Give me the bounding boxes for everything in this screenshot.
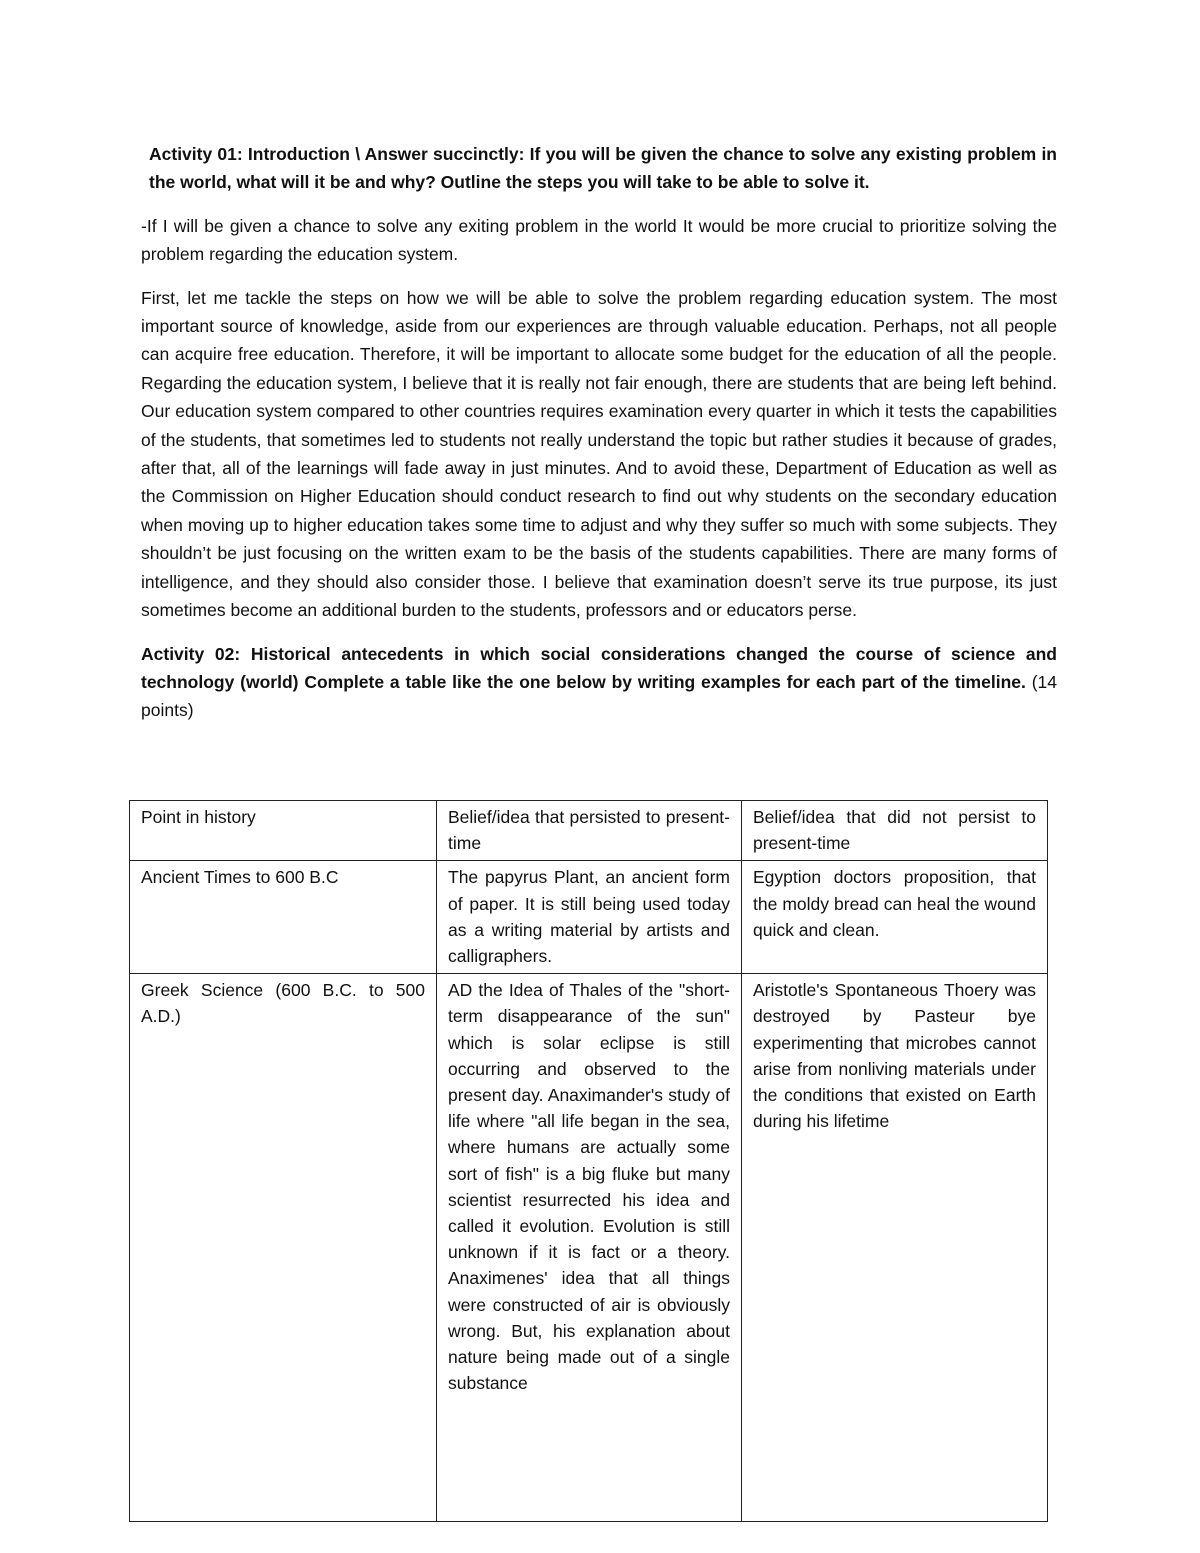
activity2-points: (14 points)	[141, 671, 1057, 721]
activity1-answer-intro: -If I will be given a chance to solve any exiting problem in the world It would be more crucial to prioritize solving the problem regarding the education system.	[141, 215, 1057, 265]
activity1-heading: Activity 01: Introduction \ Answer succinctly: If you will be given the chance to solve any existing problem in the world, what will it be and why? Outline the steps you will take to be able to solve it.	[149, 144, 1057, 193]
table-header-row	[130, 801, 1048, 861]
table-row	[130, 861, 1048, 974]
cell-not-persisted: Egyption doctors proposition, that the moldy bread can heal the wound quick and clean.	[742, 861, 1048, 974]
cell-period: Ancient Times to 600 B.C	[130, 861, 437, 974]
cell-persisted: The papyrus Plant, an ancient form of paper. It is still being used today as a writing material by artists and calligraphers.	[437, 861, 742, 974]
cell-persisted: AD the Idea of Thales of the "short-term disappearance of the sun" which is solar eclipse is still occurring and observed to the present day. Anaximander's study of life where "all life began in the sea, where humans are actually some sort of fish" is a big fluke but many scientist resurrected his idea and called it evolution. Evolution is still unknown if it is fact or a theory. Anaximenes' idea that all things were constructed of air is obviously wrong. But, his explanation about nature being made out of a single substance	[437, 974, 742, 1522]
timeline-table	[129, 800, 1048, 1522]
activity1-answer-body: First, let me tackle the steps on how we will be able to solve the problem regarding education system. The most important source of knowledge, aside from our experiences are through valuable education. Perhaps, not all people can acquire free education. Therefore, it will be important to allocate some budget for the education of all the people. Regarding the education system, I believe that it is really not fair enough, there are students that are being left behind. Our education system compared to other countries requires examination every quarter in which it tests the capabilities of the students, that sometimes led to students not really understand the topic but rather studies it because of grades, after that, all of the learnings will fade away in just minutes. And to avoid these, Department of Education as well as the Commission on Higher Education should conduct research to find out why students on the secondary education when moving up to higher education takes some time to adjust and why they suffer so much with some subjects. They shouldn’t be just focusing on the written exam to be the basis of the students capabilities. There are many forms of intelligence, and they should also consider those. I believe that examination doesn’t serve its true purpose, its just sometimes become an additional burden to the students, professors and or educators perse.	[141, 287, 1057, 621]
cell-period: Greek Science (600 B.C. to 500 A.D.)	[130, 974, 437, 1522]
header-persisted: Belief/idea that persisted to present-time	[437, 801, 742, 861]
table-row	[130, 974, 1048, 1522]
header-not-persisted: Belief/idea that did not persist to present-time	[742, 801, 1048, 861]
cell-not-persisted: Aristotle's Spontaneous Thoery was destroyed by Pasteur bye experimenting that microbes cannot arise from nonliving materials under the conditions that existed on Earth during his lifetime	[742, 974, 1048, 1522]
header-point-in-history: Point in history	[130, 801, 437, 861]
activity2-heading	[141, 640, 1057, 725]
activity2-heading-text: Activity 02: Historical antecedents in which social considerations changed the course of science and technology (world) Complete a table like the one below by writing examples for each part of the timeline.	[141, 643, 1057, 692]
document-page	[141, 140, 1057, 740]
